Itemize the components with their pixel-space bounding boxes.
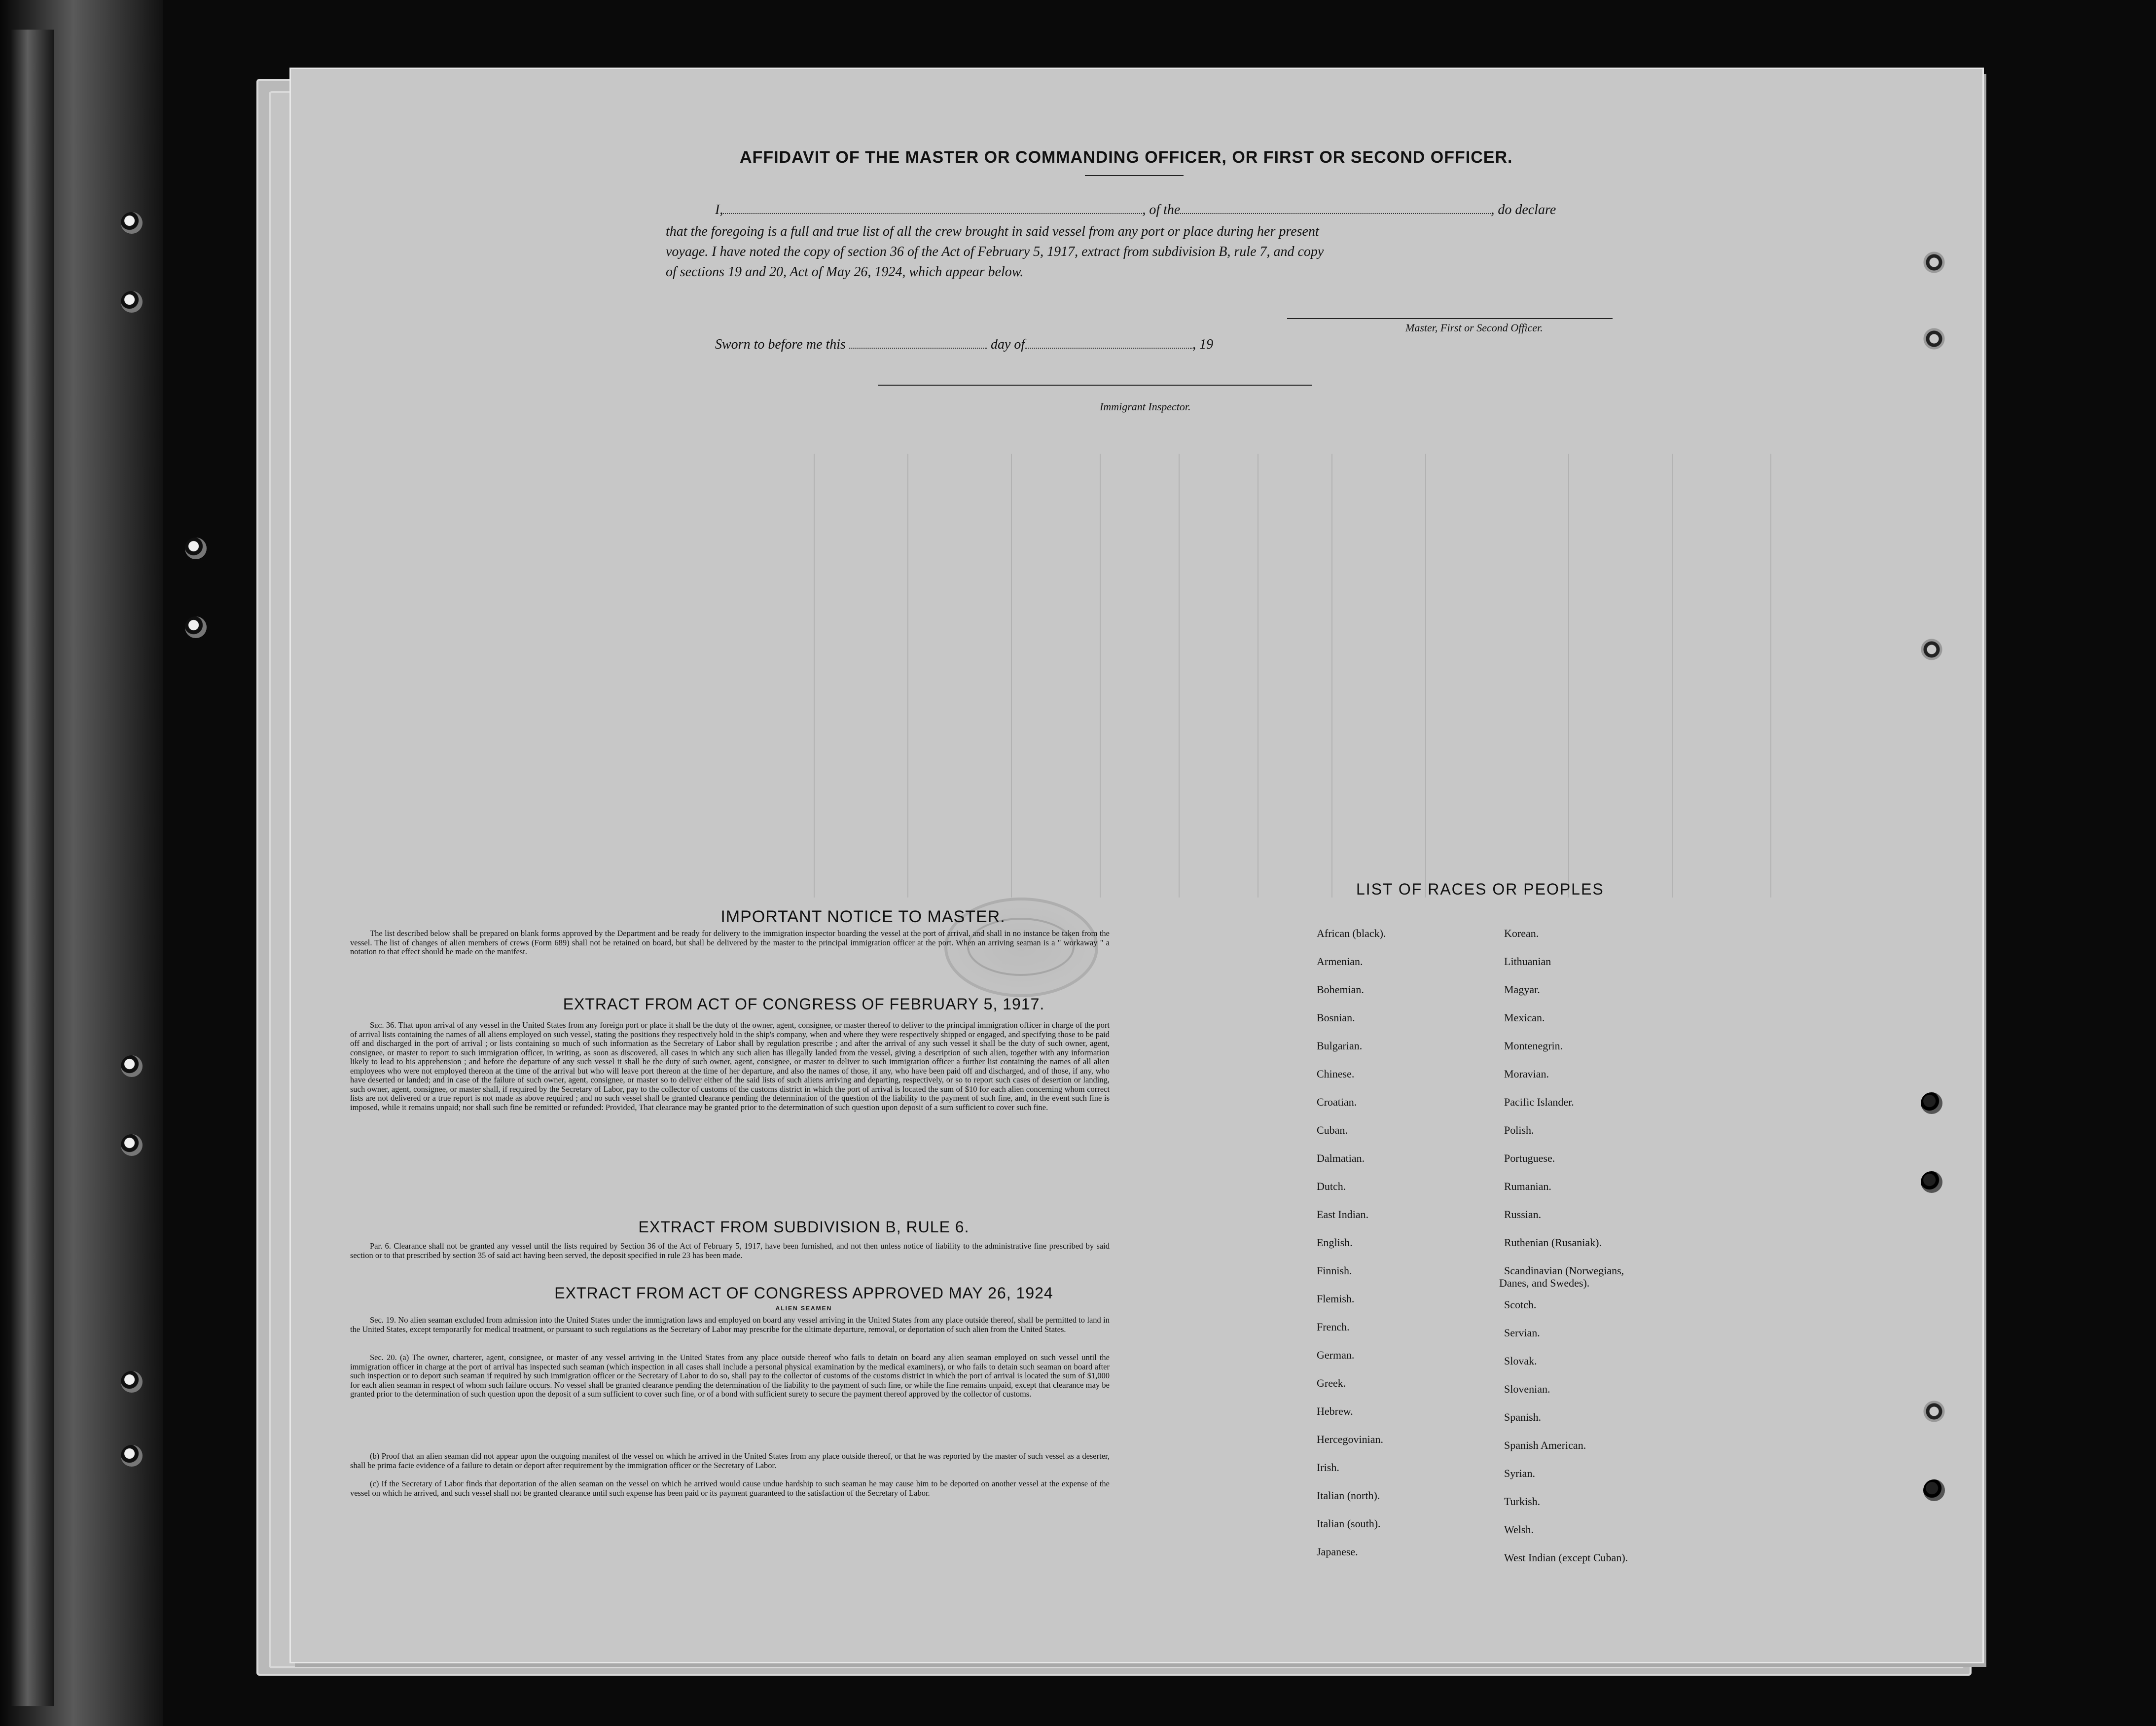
race-item: Japanese.	[1317, 1546, 1358, 1558]
race-item: Korean.	[1504, 927, 1539, 939]
race-item: Slovak.	[1504, 1355, 1537, 1367]
affidavit-line-1	[715, 202, 1556, 218]
binder-hole	[185, 538, 207, 559]
binder-hole	[1923, 1401, 1945, 1422]
race-item: West Indian (except Cuban).	[1504, 1551, 1628, 1564]
affidavit-line-4: of sections 19 and 20, Act of May 26, 1924, which appear below.	[666, 264, 1024, 280]
binder-hole	[121, 1371, 143, 1393]
extract-1917-section: Sec. 36.	[370, 1020, 396, 1030]
binder-hole	[1923, 1479, 1945, 1501]
race-item: Turkish.	[1504, 1495, 1541, 1508]
extract-rule-text: Par. 6. Clearance shall not be granted any vessel until the lists required by Section 36 of the Act of February 5, 1917, have been furnished, and not then unless notice of liability to the administrative fine prescribed by said section or to that prescribed by section 35 of said act having been served, the deposit specified in rule 23 has been made.	[350, 1241, 1110, 1260]
binder-hole	[1921, 1092, 1942, 1114]
signature-line[interactable]	[1287, 318, 1613, 319]
affidavit-i: I,	[715, 202, 723, 217]
extract-1917-text	[350, 1021, 1110, 1112]
vessel-name-field[interactable]	[1180, 202, 1491, 214]
sworn-day-of: day of	[990, 337, 1025, 352]
race-item: Lithuanian	[1504, 955, 1551, 968]
binder-hole	[1921, 1171, 1942, 1193]
document-page	[291, 69, 1982, 1662]
race-item: Greek.	[1317, 1377, 1346, 1389]
race-item: Croatian.	[1317, 1096, 1357, 1108]
race-item: Bulgarian.	[1317, 1040, 1363, 1052]
race-item: Portuguese.	[1504, 1152, 1555, 1164]
race-item: Mexican.	[1504, 1011, 1545, 1024]
affidavit-title: AFFIDAVIT OF THE MASTER OR COMMANDING OFFICER, OR FIRST OR SECOND OFFICER.	[740, 148, 1513, 167]
film-strip	[10, 30, 54, 1706]
race-item: Slovenian.	[1504, 1383, 1550, 1395]
extract-1924-sec19: Sec. 19. No alien seaman excluded from admission into the United States under the immigration laws and employed on board any vessel arriving in the United States from any place outside thereof, shall be permitted to land in the United States, except temporarily for medical treatment, or pursuant to such regulations as the Secretary of Labor may prescribe for the ultimate departure, removal, or deportation of such alien from the United States.	[350, 1315, 1110, 1334]
race-item: Chinese.	[1317, 1068, 1355, 1080]
binder-hole	[121, 212, 143, 234]
race-item: French.	[1317, 1321, 1350, 1333]
binder-hole	[121, 1134, 143, 1156]
race-item: Armenian.	[1317, 955, 1363, 968]
race-item: Flemish.	[1317, 1293, 1355, 1305]
race-item: Welsh.	[1504, 1523, 1534, 1536]
binder-hole	[1923, 252, 1945, 273]
sworn-label: Sworn to before me this	[715, 337, 846, 352]
race-item: Cuban.	[1317, 1124, 1348, 1136]
extract-1924-sec20b: (b) Proof that an alien seaman did not appear upon the outgoing manifest of the vessel on which he arrived in the United States from any place outside thereof, or that he was reported by the master of such vessel as a deserter, shall be prima facie evidence of a failure to detain or deport after requirement by the immigration officer or the Secretary of Labor.	[350, 1451, 1110, 1470]
race-item: Hercegovinian.	[1317, 1433, 1383, 1445]
race-item: Syrian.	[1504, 1467, 1535, 1479]
inspector-signature-line[interactable]	[878, 385, 1312, 386]
race-item: Hebrew.	[1317, 1405, 1353, 1417]
sworn-year: , 19	[1192, 337, 1214, 352]
inspector-caption: Immigrant Inspector.	[1100, 400, 1191, 413]
affidavit-line-3: voyage. I have noted the copy of section 36 of the Act of February 5, 1917, extract from subdivision B, rule 7, and copy	[666, 244, 1324, 259]
race-item: Pacific Islander.	[1504, 1096, 1574, 1108]
binder-hole	[121, 1445, 143, 1467]
race-item: Italian (south).	[1317, 1517, 1381, 1530]
race-item: Scotch.	[1504, 1298, 1537, 1311]
race-item: East Indian.	[1317, 1208, 1369, 1221]
signature-caption: Master, First or Second Officer.	[1405, 322, 1543, 334]
extract-1917-title: EXTRACT FROM ACT OF CONGRESS OF FEBRUARY 5, 1917.	[563, 995, 1045, 1013]
race-item: Servian.	[1504, 1327, 1540, 1339]
race-item: African (black).	[1317, 927, 1386, 939]
affidavit-title-rule	[1085, 175, 1184, 176]
extract-1917-body: That upon arrival of any vessel in the United States from any foreign port or place it shall be the duty of the owner, agent, consignee, or master thereof to deliver to the principal immigration officer in charge of the port of arrival lists containing the names of all aliens employed on such vessel, stating the positions they respectively hold in the ship's company, when and where they were respectively shipped or engaged, and specifying those to be paid off and discharged in the port of arrival ; or lists containing so much of such information as the Secretary of Labor shall by regulation prescribe ; and after the arrival of any such vessel it shall be the duty of such owner, agent, consignee, or master to report to such immigration officer, in writing, as soon as discovered, all cases in which any such alien has illegally landed from the vessel, giving a description of such alien, together with any information likely to lead to his apprehension ; and before the departure of any such vessel it shall be the duty of such owner, agent, consignee, or master to deliver to such immigration officer a further list containing the names of all alien employees who were not employed thereon at the time of the arrival but who will leave port thereon at the time of her departure, and also the names of those, if any, who have been paid off and discharged, and of those, if any, who have deserted or landed; and in case of the failure of such owner, agent, consignee, or master so to deliver either of the said lists of such aliens arriving and departing, respectively, or so to report such cases of desertion or landing, such owner, agent, consignee, or master shall, if required by the Secretary of Labor, pay to the collector of customs of the customs district in which the port of arrival is located the sum of $10 for each alien concerning whom correct lists are not delivered or a true report is not made as above required ; and no such vessel shall be granted clearance pending the determination of the question of the liability to the payment of such fine, and, in the event such fine is imposed, while it remains unpaid; nor shall such fine be remitted or refunded: Provided, That clearance may be granted prior to the determination of such question upon deposit of a sum sufficient to cover such fine.	[350, 1020, 1110, 1112]
race-item: Russian.	[1504, 1208, 1542, 1221]
binder-hole	[185, 616, 207, 638]
extract-1924-sec20c: (c) If the Secretary of Labor finds that deportation of the alien seaman on the vessel on which he arrived would cause undue hardship to such seaman he may cause him to be deported on another vessel at the expense of the vessel on which he arrived, and such vessel shall not be granted clearance until such expense has been paid or its payment guaranteed to the satisfaction of the Secretary of Labor.	[350, 1479, 1110, 1498]
race-item: Rumanian.	[1504, 1180, 1551, 1192]
sworn-line	[715, 337, 1228, 353]
affidavit-declare: , do declare	[1491, 202, 1556, 217]
notice-text: The list described below shall be prepared on blank forms approved by the Department and be ready for delivery to the immigration inspector boarding the vessel at the port of arrival, and shall in no instance be taken from the vessel. The list of changes of alien members of crews (Form 689) shall not be retained on board, but shall be delivered by the master to the principal immigration officer at the port. When an arriving seaman is a " workaway " a notation to that effect should be made on the manifest.	[350, 929, 1110, 956]
races-title: LIST OF RACES OR PEOPLES	[1356, 880, 1604, 898]
race-item: English.	[1317, 1236, 1353, 1249]
extract-1924-sec20: Sec. 20. (a) The owner, charterer, agent, consignee, or master of any vessel arriving in the United States from any place outside thereof who fails to detain on board any alien seaman employed on such vessel until the immigration officer in charge at the port of arrival has inspected such seaman (which inspection in all cases shall include a personal physical examination by the medical examiners), or who fails to detain such seaman on board after such inspection or to deport such seaman if required by such immigration officer or the Secretary of Labor to do so, shall pay to the collector of customs of the customs district in which the port of arrival is located the sum of $1,000 for each alien seaman in respect of whom such failure occurs. No vessel shall be granted clearance pending the determination of the liability to the payment of such fine, or while the fine remains unpaid, except that clearance may be granted prior to the determination of such question upon the deposit of a sum sufficient to cover such fine, or of a bond with sufficient surety to secure the payment thereof approved by the collector of customs.	[350, 1353, 1110, 1399]
sworn-day-field[interactable]	[849, 337, 987, 349]
extract-1924-title: EXTRACT FROM ACT OF CONGRESS APPROVED MAY 26, 1924	[554, 1284, 1053, 1302]
race-item: Scandinavian (Norwegians,	[1504, 1264, 1624, 1277]
notice-title: IMPORTANT NOTICE TO MASTER.	[720, 907, 1006, 926]
race-item: Bohemian.	[1317, 983, 1364, 996]
race-item: Dutch.	[1317, 1180, 1346, 1192]
extract-rule-title: EXTRACT FROM SUBDIVISION B, RULE 6.	[638, 1218, 970, 1236]
binder-hole	[121, 1055, 143, 1077]
binder-hole	[121, 291, 143, 313]
race-item: Bosnian.	[1317, 1011, 1355, 1024]
race-item: Magyar.	[1504, 983, 1540, 996]
race-item: Dalmatian.	[1317, 1152, 1365, 1164]
race-item: Irish.	[1317, 1461, 1339, 1474]
race-item: Moravian.	[1504, 1068, 1549, 1080]
sworn-year-field[interactable]	[1213, 338, 1228, 349]
race-item: Polish.	[1504, 1124, 1534, 1136]
race-item: Montenegrin.	[1504, 1040, 1563, 1052]
race-item-continuation: Danes, and Swedes).	[1499, 1277, 1590, 1289]
binder-hole	[1923, 328, 1945, 350]
extract-1924-subtitle: ALIEN SEAMEN	[775, 1305, 832, 1312]
race-item: Ruthenian (Rusaniak).	[1504, 1236, 1602, 1249]
race-item: Finnish.	[1317, 1264, 1352, 1277]
race-item: Italian (north).	[1317, 1489, 1380, 1502]
sworn-month-field[interactable]	[1025, 337, 1192, 349]
race-item: German.	[1317, 1349, 1355, 1361]
race-item: Spanish American.	[1504, 1439, 1586, 1451]
race-item: Spanish.	[1504, 1411, 1542, 1423]
affidavit-line-2: that the foregoing is a full and true list of all the crew brought in said vessel from any port or place during her present	[666, 224, 1319, 239]
master-name-field[interactable]	[723, 202, 1142, 214]
affidavit-of-the: , of the	[1142, 202, 1181, 217]
binder-hole	[1921, 639, 1942, 660]
